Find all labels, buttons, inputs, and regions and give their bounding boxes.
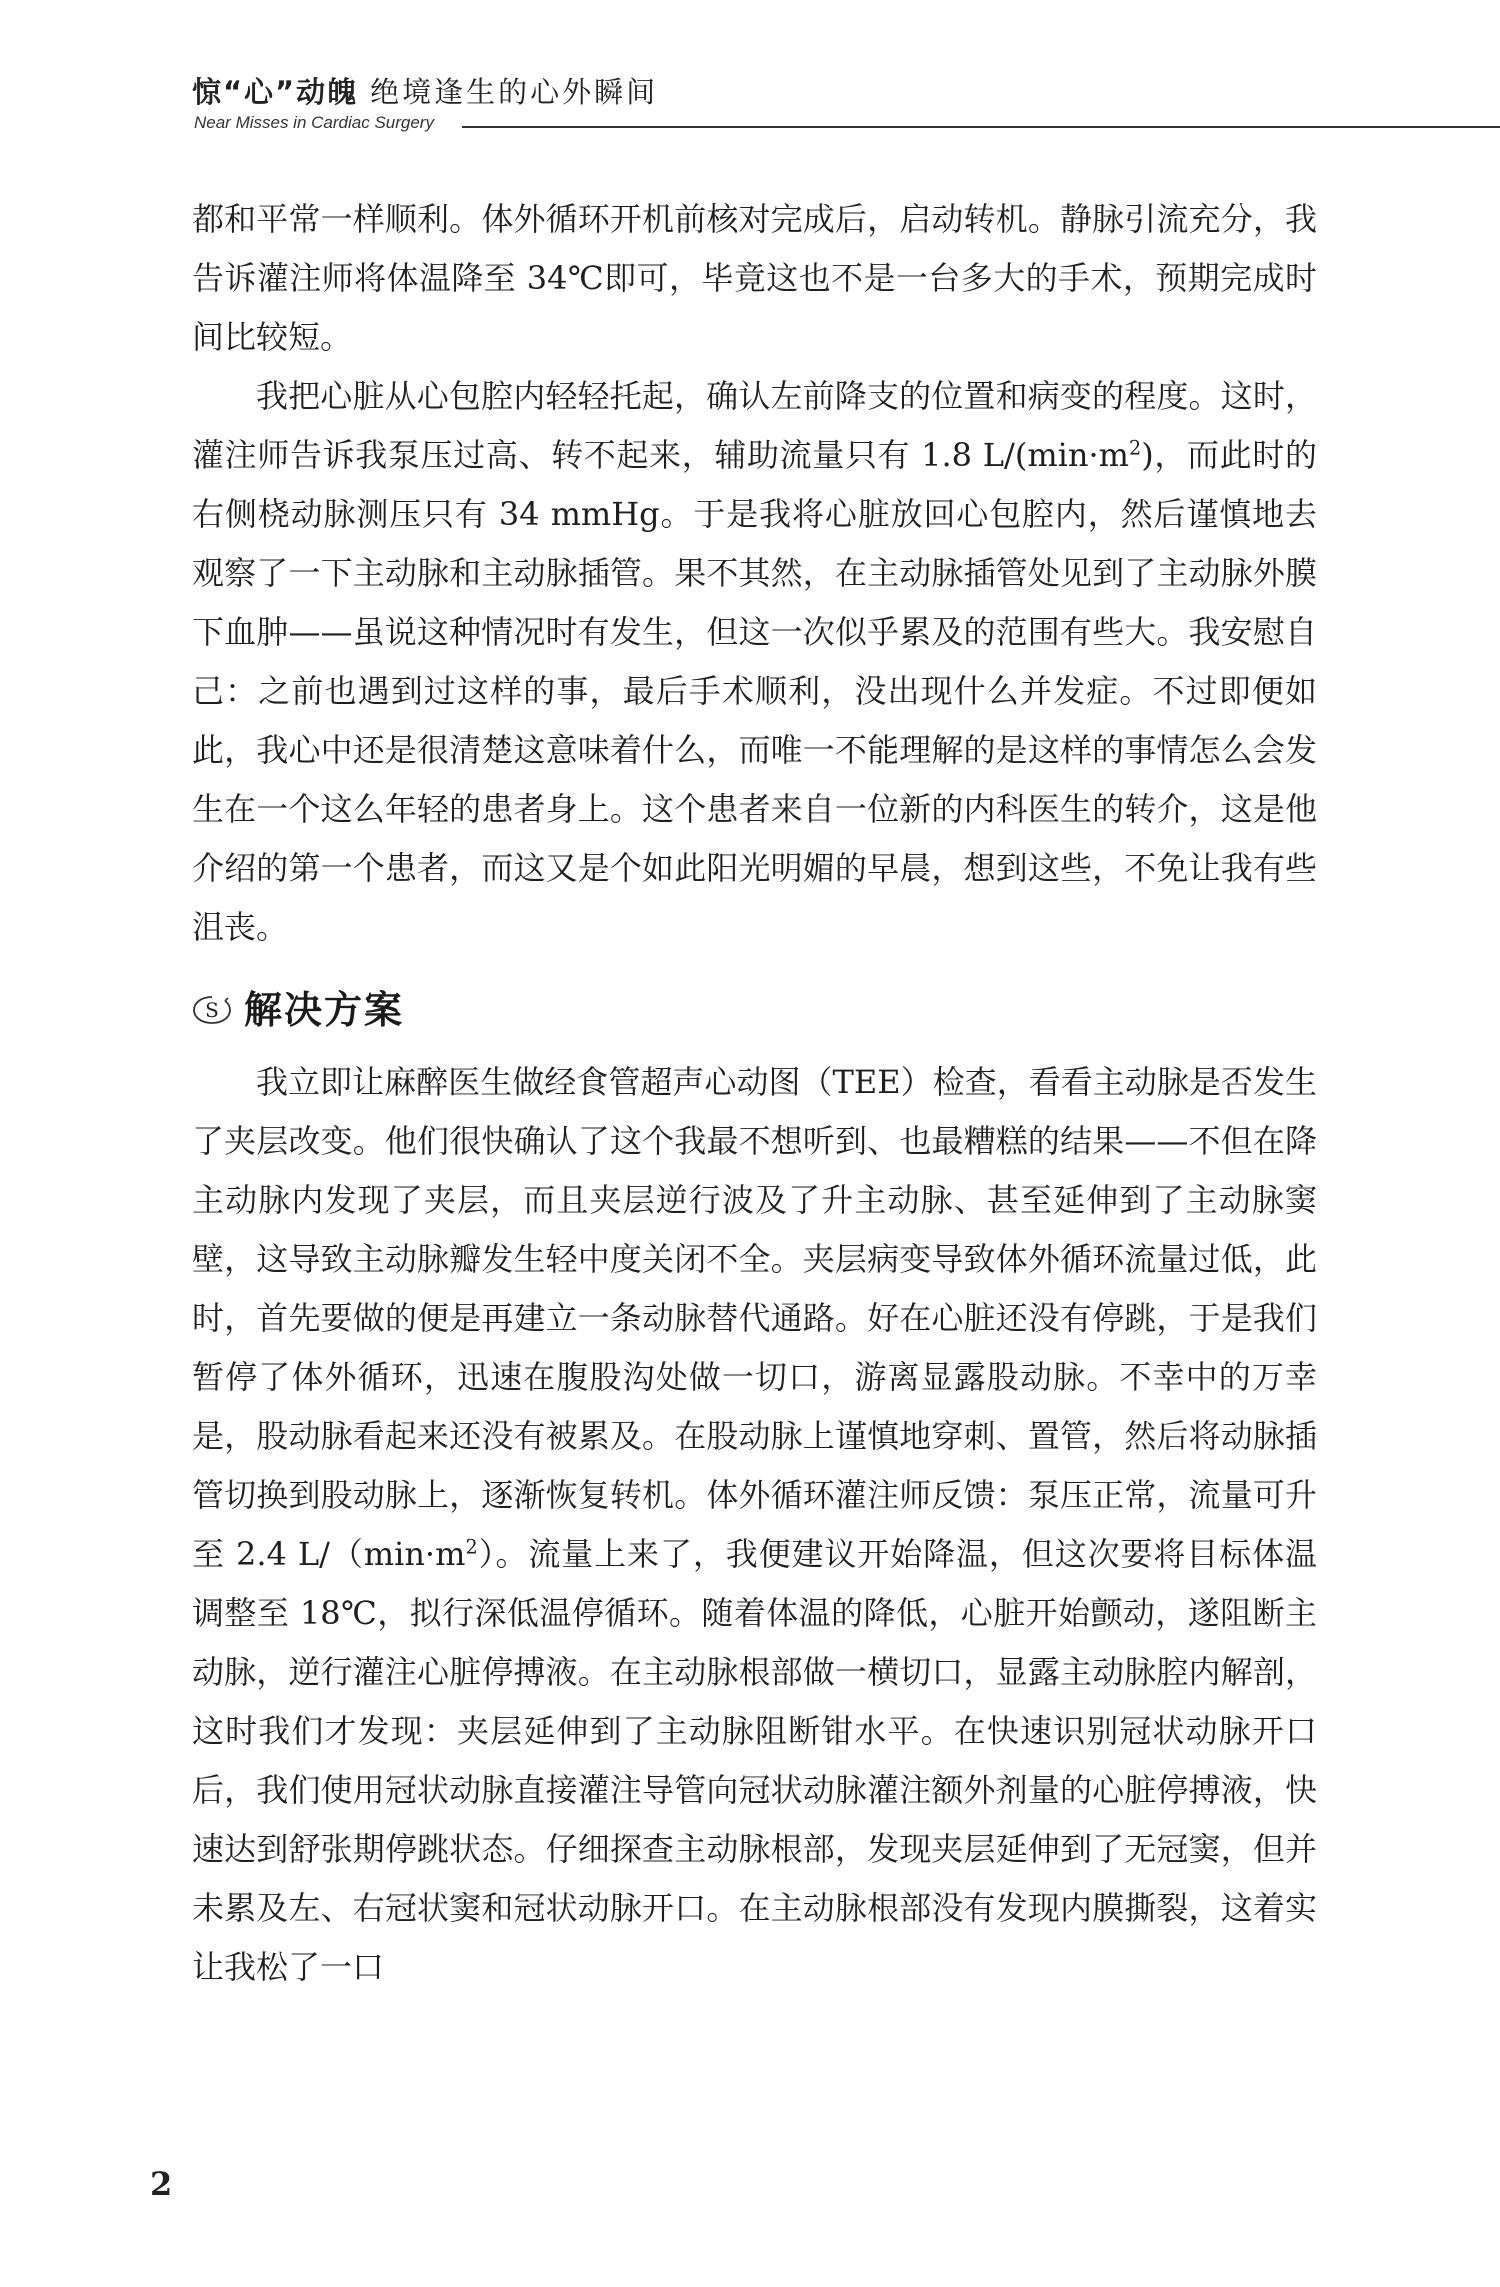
section-icon-letter: S	[205, 998, 219, 1022]
paragraph-2	[192, 367, 1317, 957]
paragraph-1: 都和平常一样顺利。体外循环开机前核对完成后，启动转机。静脉引流充分，我告诉灌注师将体温降至 34℃即可，毕竟这也不是一台多大的手术，预期完成时间比较短。	[192, 200, 1317, 356]
superscript-2: 2	[1129, 436, 1142, 460]
paragraph-2-part-1: 我把心脏从心包腔内轻轻托起，确认左前降支的位置和病变的程度。这时，灌注师告诉我泵压过高、转不起来，辅助流量只有 1.8 L/(min·m	[192, 377, 1317, 474]
book-title	[192, 70, 658, 111]
section-heading	[192, 975, 1317, 1045]
paragraph-3-part-2: ）。流量上来了，我便建议开始降温，但这次要将目标体温调整至 18℃，拟行深低温停循环。随着体温的降低，心脏开始颤动，遂阻断主动脉，逆行灌注心脏停搏液。在主动脉根部做一横切口，显露主动脉腔内解剖，这时我们才发现：夹层延伸到了主动脉阻断钳水平。在快速识别冠状动脉开口后，我们使用冠状动脉直接灌注导管向冠状动脉灌注额外剂量的心脏停搏液，快速达到舒张期停跳状态。仔细探查主动脉根部，发现夹层延伸到了无冠窦，但并未累及左、右冠状窦和冠状动脉开口。在主动脉根部没有发现内膜撕裂，这着实让我松了一口	[192, 1535, 1317, 1986]
section-title: 解决方案	[244, 987, 405, 1032]
paragraph-3-part-1: 我立即让麻醉医生做经食管超声心动图（TEE）检查，看看主动脉是否发生了夹层改变。他们很快确认了这个我最不想听到、也最糟糕的结果——不但在降主动脉内发现了夹层，而且夹层逆行波及了升主动脉、甚至延伸到了主动脉窦壁，这导致主动脉瓣发生轻中度关闭不全。夹层病变导致体外循环流量过低，此时，首先要做的便是再建立一条动脉替代通路。好在心脏还没有停跳，于是我们暂停了体外循环，迅速在腹股沟处做一切口，游离显露股动脉。不幸中的万幸是，股动脉看起来还没有被累及。在股动脉上谨慎地穿刺、置管，然后将动脉插管切换到股动脉上，逐渐恢复转机。体外循环灌注师反馈：泵压正常，流量可升至 2.4 L/（min·m	[192, 1063, 1317, 1573]
page-number: 2	[150, 2165, 173, 2203]
book-subtitle: 绝境逢生的心外瞬间	[370, 75, 659, 109]
paragraph-3	[192, 1053, 1317, 1997]
superscript-2b: 2	[465, 1535, 478, 1559]
running-header	[192, 70, 1500, 140]
section-s-icon	[192, 994, 232, 1026]
paragraph-2-part-2: )，而此时的右侧桡动脉测压只有 34 mmHg。于是我将心脏放回心包腔内，然后谨慎地去观察了一下主动脉和主动脉插管。果不其然，在主动脉插管处见到了主动脉外膜下血肿——虽说这种情况时有发生，但这一次似乎累及的范围有些大。我安慰自己：之前也遇到过这样的事，最后手术顺利，没出现什么并发症。不过即便如此，我心中还是很清楚这意味着什么，而唯一不能理解的是这样的事情怎么会发生在一个这么年轻的患者身上。这个患者来自一位新的内科医生的转介，这是他介绍的第一个患者，而这又是个如此阳光明媚的早晨，想到这些，不免让我有些沮丧。	[192, 436, 1317, 946]
book-english-title: Near Misses in Cardiac Surgery	[194, 113, 434, 132]
header-rule	[462, 126, 1500, 128]
book-title-main: 惊“心”动魄	[192, 75, 359, 109]
body-text	[192, 190, 1317, 1997]
